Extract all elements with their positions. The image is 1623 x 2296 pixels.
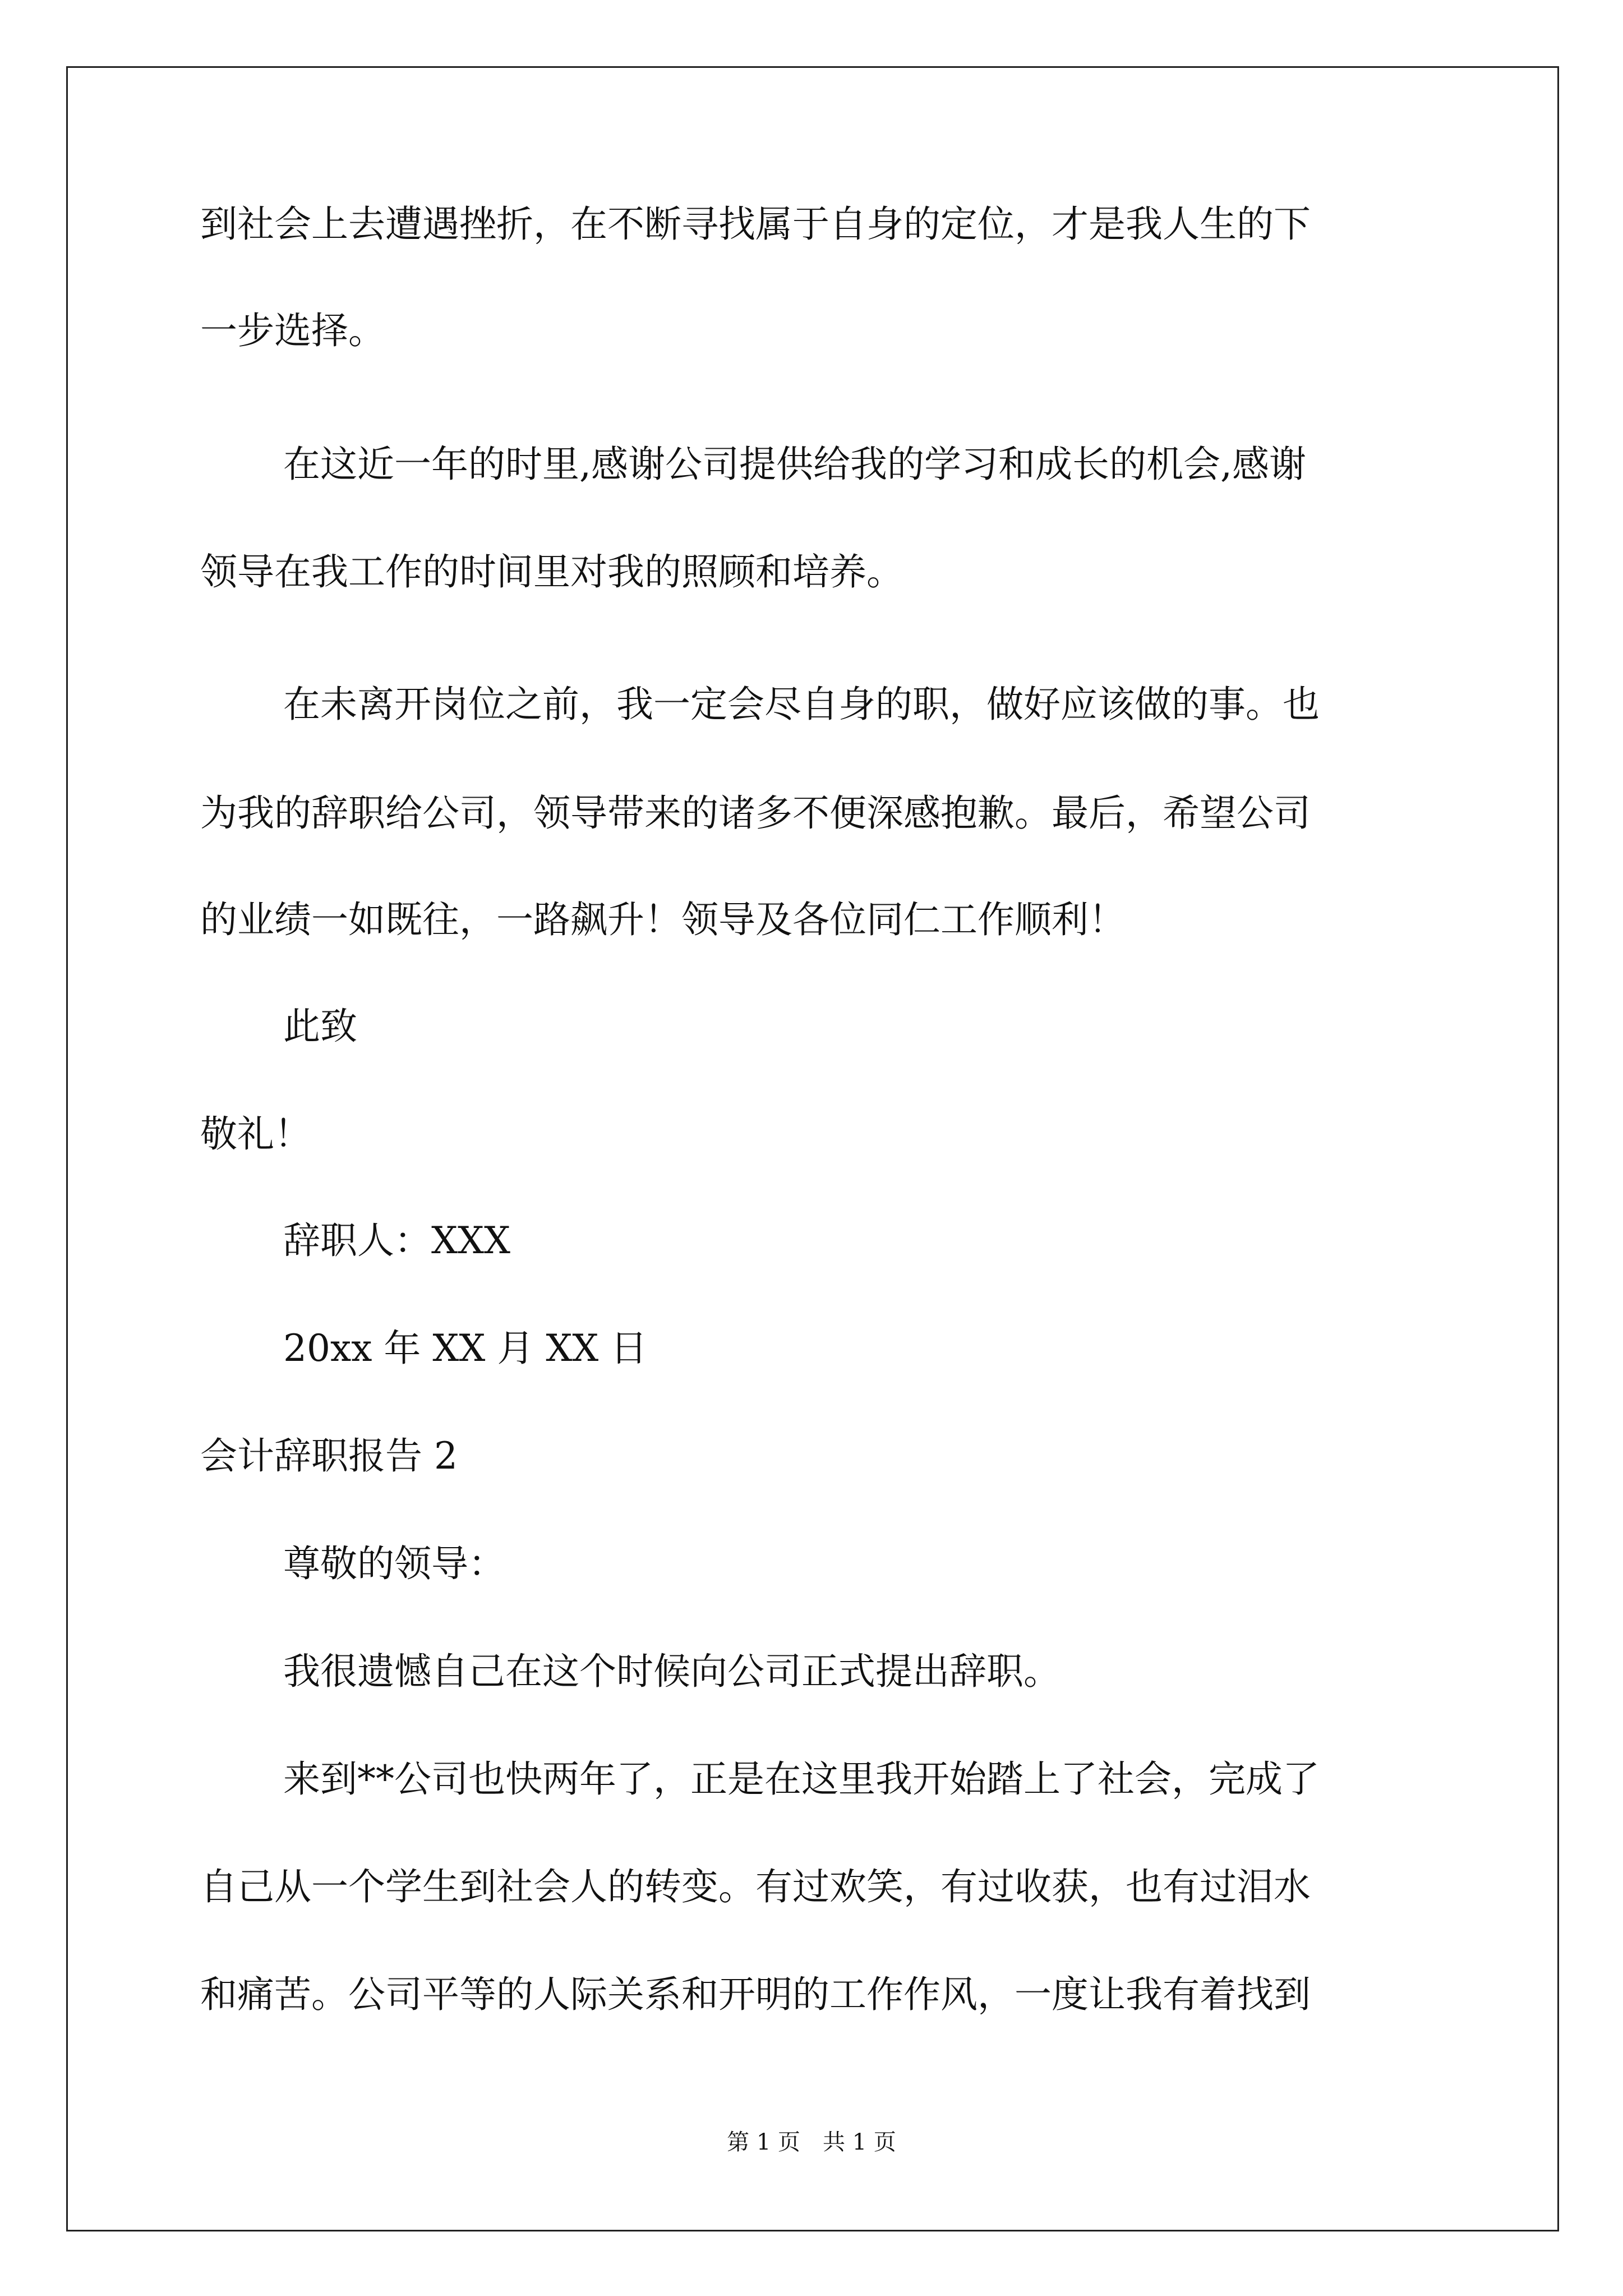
date-line: 20xx 年 XX 月 XX 日 [283, 1327, 648, 1370]
paragraph-line: 在这近一年的时里,感谢公司提供给我的学习和成长的机会,感谢 [283, 443, 1306, 486]
closing-regards: 敬礼！ [200, 1112, 311, 1156]
paragraph-line: 领导在我工作的时间里对我的照顾和培养。 [200, 550, 903, 593]
paragraph-line: 为我的辞职给公司，领导带来的诸多不便深感抱歉。最后，希望公司 [200, 792, 1311, 835]
section-title: 会计辞职报告 2 [200, 1434, 458, 1478]
page-number-footer: 第 1 页 共 1 页 [727, 2129, 896, 2155]
paragraph-line: 自己从一个学生到社会人的转变。有过欢笑，有过收获，也有过泪水 [200, 1865, 1311, 1908]
closing-salutation: 此致 [283, 1005, 357, 1048]
greeting-line: 尊敬的领导： [283, 1542, 505, 1585]
paragraph-line: 我很遗憾自己在这个时候向公司正式提出辞职。 [283, 1650, 1061, 1693]
paragraph-line: 在未离开岗位之前，我一定会尽自身的职，做好应该做的事。也 [283, 683, 1320, 726]
paragraph-line: 的业绩一如既往，一路飙升！领导及各位同仁工作顺利！ [200, 898, 1126, 941]
signature-line: 辞职人：XXX [283, 1219, 510, 1262]
paragraph-line: 到社会上去遭遇挫折，在不断寻找属于自身的定位，才是我人生的下 [200, 203, 1311, 246]
paragraph-line: 和痛苦。公司平等的人际关系和开明的工作作风，一度让我有着找到 [200, 1973, 1311, 2016]
paragraph-line: 来到**公司也快两年了，正是在这里我开始踏上了社会，完成了 [283, 1757, 1320, 1801]
paragraph-line: 一步选择。 [200, 309, 385, 352]
